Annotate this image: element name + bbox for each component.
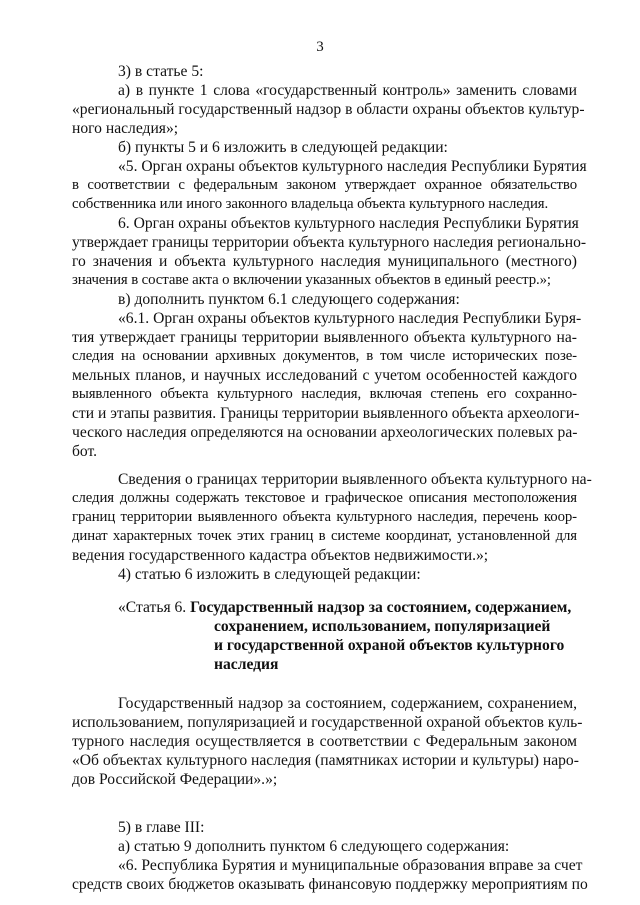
- text-line: 3) в статье 5:: [118, 63, 204, 80]
- text-line: 5) в главе III:: [118, 819, 205, 836]
- article-heading-line: [118, 598, 571, 617]
- text-line: го значения и объекта культурного наследия муниципального (местного): [72, 253, 577, 270]
- text-line: сти и этапы развития. Границы территории выявленного объекта археологи-: [72, 405, 580, 422]
- text-line: «региональный государственный надзор в области охраны объектов культур-: [72, 101, 585, 118]
- text-line: 4) статью 6 изложить в следующей редакции:: [118, 566, 421, 583]
- text-line: «6.1. Орган охраны объектов культурного наследия Республики Буря-: [118, 310, 582, 327]
- text-line: следия на основании архивных документов, в том числе исторических позе-: [72, 348, 577, 364]
- text-line: значения в составе акта о включении указанных объектов в единый реестр.»;: [72, 272, 551, 288]
- text-line: «5. Орган охраны объектов культурного наследия Республики Бурятия: [118, 158, 587, 175]
- text-line: выявленного объекта культурного наследия, включая степень его сохранно-: [72, 386, 577, 402]
- text-line: а) в пункте 1 слова «государственный контроль» заменить словами: [118, 82, 577, 99]
- text-line: 6. Орган охраны объектов культурного наследия Республики Бурятия: [118, 215, 579, 232]
- text-line: использованием, популяризацией и государственной охраной объектов куль-: [72, 714, 583, 731]
- text-line: тия утверждает границы территории выявленного объекта культурного на-: [72, 329, 577, 346]
- article-heading-line: [214, 655, 278, 674]
- article-heading-title: Государственный надзор за состоянием, содержанием,: [190, 599, 572, 616]
- text-line: динат характерных точек этих границ в системе координат, установленной для: [72, 528, 577, 544]
- text-line: границ территории выявленного объекта культурного наследия, перечень коор-: [72, 509, 577, 525]
- article-heading-title: и государственной охраной объектов культурного: [214, 637, 565, 654]
- text-line: б) пункты 5 и 6 изложить в следующей редакции:: [118, 139, 448, 156]
- text-line: в соответствии с федеральным законом утверждает охранное обязательство: [72, 177, 577, 193]
- text-line: ного наследия»;: [72, 120, 179, 137]
- text-line: средств своих бюджетов оказывать финансовую поддержку мероприятиям по: [72, 876, 588, 893]
- article-heading-line: [214, 617, 550, 636]
- text-line: «Об объектах культурного наследия (памятниках истории и культуры) наро-: [72, 752, 579, 769]
- text-line: ведения государственного кадастра объектов недвижимости.»;: [72, 547, 489, 564]
- text-line: а) статью 9 дополнить пунктом 6 следующего содержания:: [118, 838, 510, 855]
- text-line: «6. Республика Бурятия и муниципальные образования вправе за счет: [118, 857, 583, 874]
- article-heading-line: [214, 636, 564, 655]
- article-heading-title: наследия: [214, 656, 279, 673]
- text-line: ческого наследия определяются на основании археологических полевых ра-: [72, 424, 578, 441]
- article-heading-title: сохранением, использованием, популяризацией: [214, 618, 551, 635]
- text-line: мельных планов, и научных исследований с учетом особенностей каждого: [72, 367, 577, 384]
- page-number: 3: [316, 39, 324, 55]
- text-line: Государственный надзор за состоянием, содержанием, сохранением,: [118, 695, 577, 712]
- text-line: турного наследия осуществляется в соответствии с Федеральным законом: [72, 733, 577, 750]
- text-line: собственника или иного законного владельца объекта культурного наследия.: [72, 196, 549, 212]
- text-line: утверждает границы территории объекта культурного наследия регионально-: [72, 234, 587, 251]
- text-line: в) дополнить пунктом 6.1 следующего содержания:: [118, 291, 460, 308]
- article-heading-prefix: «Статья 6.: [118, 599, 191, 616]
- text-line: Сведения о границах территории выявленного объекта культурного на-: [118, 471, 592, 488]
- text-line: следия должны содержать текстовое и графическое описания местоположения: [72, 490, 577, 506]
- text-line: дов Российской Федерации».»;: [72, 771, 278, 788]
- text-line: бот.: [72, 443, 98, 460]
